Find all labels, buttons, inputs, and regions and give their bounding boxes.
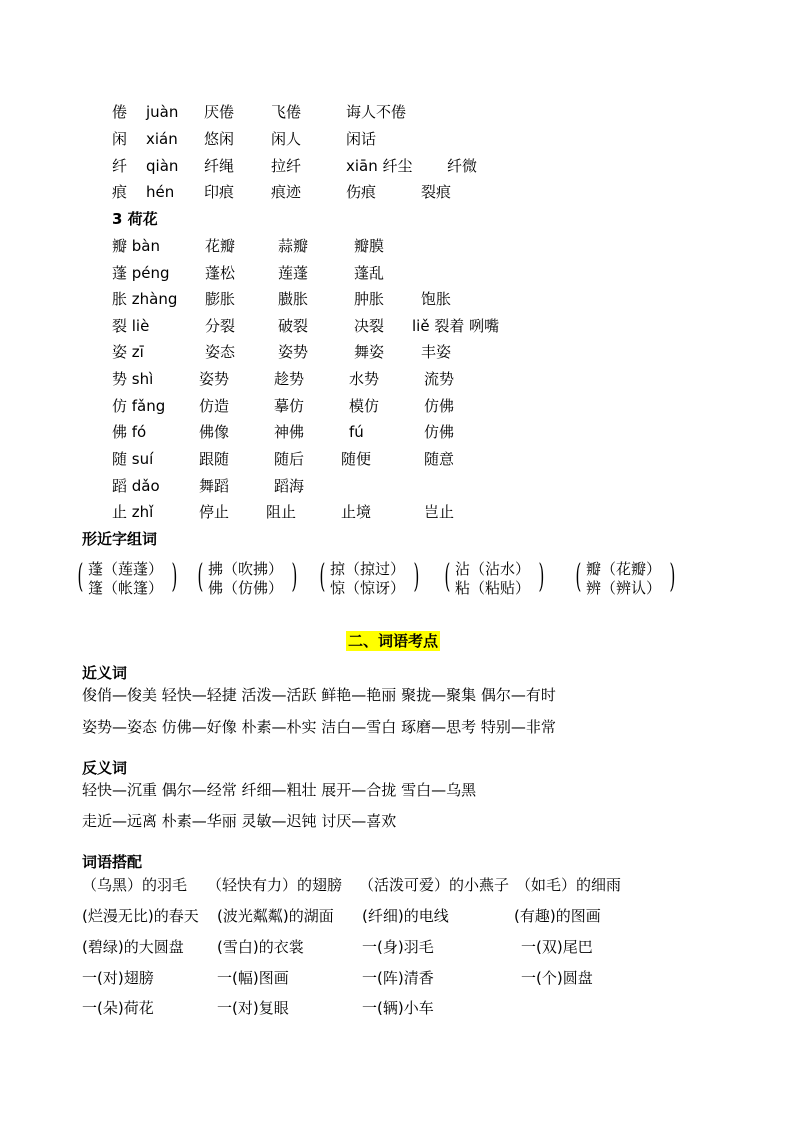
word: 水势 (349, 370, 380, 388)
collocation: 一(对)翅膀 (82, 969, 154, 987)
char-word: 惊（惊讶） (330, 579, 406, 597)
right-brace: ) (538, 556, 545, 595)
left-brace: ( (319, 556, 326, 595)
pinyin: fú (349, 423, 364, 441)
char-word: 粘（粘贴） (455, 579, 531, 597)
word: 拉纤 (271, 157, 302, 175)
word: 饱胀 (421, 290, 452, 308)
char-word: 沾（沾水） (455, 560, 531, 578)
word: 蒜瓣 (278, 237, 309, 255)
collocation: 一(幅)图画 (217, 969, 289, 987)
word: 舞姿 (354, 343, 385, 361)
char-word: 瓣（花瓣） (586, 560, 662, 578)
word: 随后 (274, 450, 305, 468)
char-pinyin: 裂 liè (112, 317, 150, 335)
word: 止境 (341, 503, 372, 521)
word: 蹈海 (274, 477, 305, 495)
char-pinyin: 佛 fó (112, 423, 147, 441)
collocation: (波光粼粼)的湖面 (217, 907, 334, 925)
char-pinyin: 仿 fǎng (112, 397, 166, 415)
word: 蓬乱 (354, 264, 385, 282)
collocation: (雪白)的衣裳 (217, 938, 304, 956)
similar-char-group (575, 556, 676, 598)
antonyms-line: 轻快—沉重 偶尔—经常 纤细—粗壮 展开—合拢 雪白—乌黑 (82, 781, 477, 799)
char: 痕 (112, 183, 128, 201)
word: 花瓣 (205, 237, 236, 255)
word: 膨胀 (205, 290, 236, 308)
word: 姿势 (199, 370, 230, 388)
word: 瓣膜 (354, 237, 385, 255)
collocation: 一(双)尾巴 (521, 938, 593, 956)
word: 阻止 (266, 503, 297, 521)
word: 闲人 (271, 130, 302, 148)
word: xiān 纤尘 (346, 157, 413, 175)
word: 岂止 (424, 503, 455, 521)
word: 印痕 (204, 183, 235, 201)
right-brace: ) (291, 556, 298, 595)
collocation: 一(朵)荷花 (82, 999, 154, 1017)
word: 臌胀 (278, 290, 309, 308)
word: 模仿 (349, 397, 380, 415)
char-pinyin: 姿 zī (112, 343, 144, 361)
collocation: （轻快有力）的翅膀 (207, 876, 343, 894)
char-pinyin: 蹈 dǎo (112, 477, 160, 495)
char-pinyin: 止 zhǐ (112, 503, 154, 521)
pinyin: juàn (146, 103, 179, 121)
similar-char-group (197, 556, 298, 598)
char: 纤 (112, 157, 128, 175)
char-word: 蓬（莲蓬） (88, 560, 164, 578)
collocation: 一(对)复眼 (217, 999, 289, 1017)
char: 闲 (112, 130, 128, 148)
word: 仿造 (199, 397, 230, 415)
collocations-heading: 词语搭配 (82, 853, 143, 871)
word: 丰姿 (421, 343, 452, 361)
char: 倦 (112, 103, 128, 121)
word: 纤绳 (204, 157, 235, 175)
word: 闲话 (346, 130, 377, 148)
left-brace: ( (444, 556, 451, 595)
synonyms-line: 俊俏—俊美 轻快—轻捷 活泼—活跃 鲜艳—艳丽 聚拢—聚集 偶尔—有时 (82, 686, 556, 704)
word: 摹仿 (274, 397, 305, 415)
pinyin: qiàn (146, 157, 179, 175)
synonyms-line: 姿势—姿态 仿佛—好像 朴素—朴实 洁白—雪白 琢磨—思考 特别—非常 (82, 718, 556, 736)
word: liě 裂着 咧嘴 (412, 317, 500, 335)
antonyms-line: 走近—远离 朴素—华丽 灵敏—迟钝 讨厌—喜欢 (82, 812, 397, 830)
word: 佛像 (199, 423, 230, 441)
word: 蓬松 (205, 264, 236, 282)
left-brace: ( (197, 556, 204, 595)
char-word: 篷（帐篷） (88, 579, 164, 597)
collocation: (烂漫无比)的春天 (82, 907, 199, 925)
word: 肿胀 (354, 290, 385, 308)
word: 莲蓬 (278, 264, 309, 282)
char-pinyin: 随 suí (112, 450, 154, 468)
word: 裂痕 (421, 183, 452, 201)
word: 姿态 (205, 343, 236, 361)
char-pinyin: 瓣 bàn (112, 237, 160, 255)
collocation: （如毛）的细雨 (516, 876, 622, 894)
word: 舞蹈 (199, 477, 230, 495)
word: 仿佛 (424, 423, 455, 441)
word: 仿佛 (424, 397, 455, 415)
similar-chars-heading: 形近字组词 (82, 530, 158, 548)
word: 伤痕 (346, 183, 377, 201)
right-brace: ) (413, 556, 420, 595)
left-brace: ( (575, 556, 582, 595)
word: 停止 (199, 503, 230, 521)
word: 随意 (424, 450, 455, 468)
collocation: (碧绿)的大圆盘 (82, 938, 184, 956)
word: 神佛 (274, 423, 305, 441)
word: 随便 (341, 450, 372, 468)
right-brace: ) (669, 556, 676, 595)
similar-char-group (319, 556, 420, 598)
section-title: 二、词语考点 (348, 632, 439, 650)
char-word: 拂（吹拂） (208, 560, 284, 578)
word: 飞倦 (271, 103, 302, 121)
pinyin: xián (146, 130, 178, 148)
lesson-title: 3 荷花 (112, 210, 158, 228)
char-word: 辨（辨认） (586, 579, 662, 597)
char-word: 佛（仿佛） (208, 579, 284, 597)
antonyms-heading: 反义词 (82, 759, 128, 777)
char-word: 掠（掠过） (330, 560, 406, 578)
collocation: 一(阵)清香 (362, 969, 434, 987)
right-brace: ) (171, 556, 178, 595)
collocation: 一(身)羽毛 (362, 938, 434, 956)
collocation: 一(个)圆盘 (521, 969, 593, 987)
word: 决裂 (354, 317, 385, 335)
char-pinyin: 势 shì (112, 370, 154, 388)
word: 纤微 (447, 157, 478, 175)
collocation: （活泼可爱）的小燕子 (359, 876, 510, 894)
char-pinyin: 胀 zhàng (112, 290, 178, 308)
word: 痕迹 (271, 183, 302, 201)
synonyms-heading: 近义词 (82, 664, 128, 682)
collocation: (有趣)的图画 (514, 907, 601, 925)
word: 厌倦 (204, 103, 235, 121)
word: 诲人不倦 (346, 103, 407, 121)
collocation: 一(辆)小车 (362, 999, 434, 1017)
word: 分裂 (205, 317, 236, 335)
similar-char-group (77, 556, 178, 598)
word: 跟随 (199, 450, 230, 468)
collocation: （乌黑）的羽毛 (82, 876, 188, 894)
word: 姿势 (278, 343, 309, 361)
collocation: (纤细)的电线 (362, 907, 449, 925)
word: 破裂 (278, 317, 309, 335)
similar-char-group (444, 556, 545, 598)
word: 趁势 (274, 370, 305, 388)
left-brace: ( (77, 556, 84, 595)
word: 悠闲 (204, 130, 235, 148)
word: 流势 (424, 370, 455, 388)
char-pinyin: 蓬 péng (112, 264, 170, 282)
pinyin: hén (146, 183, 175, 201)
